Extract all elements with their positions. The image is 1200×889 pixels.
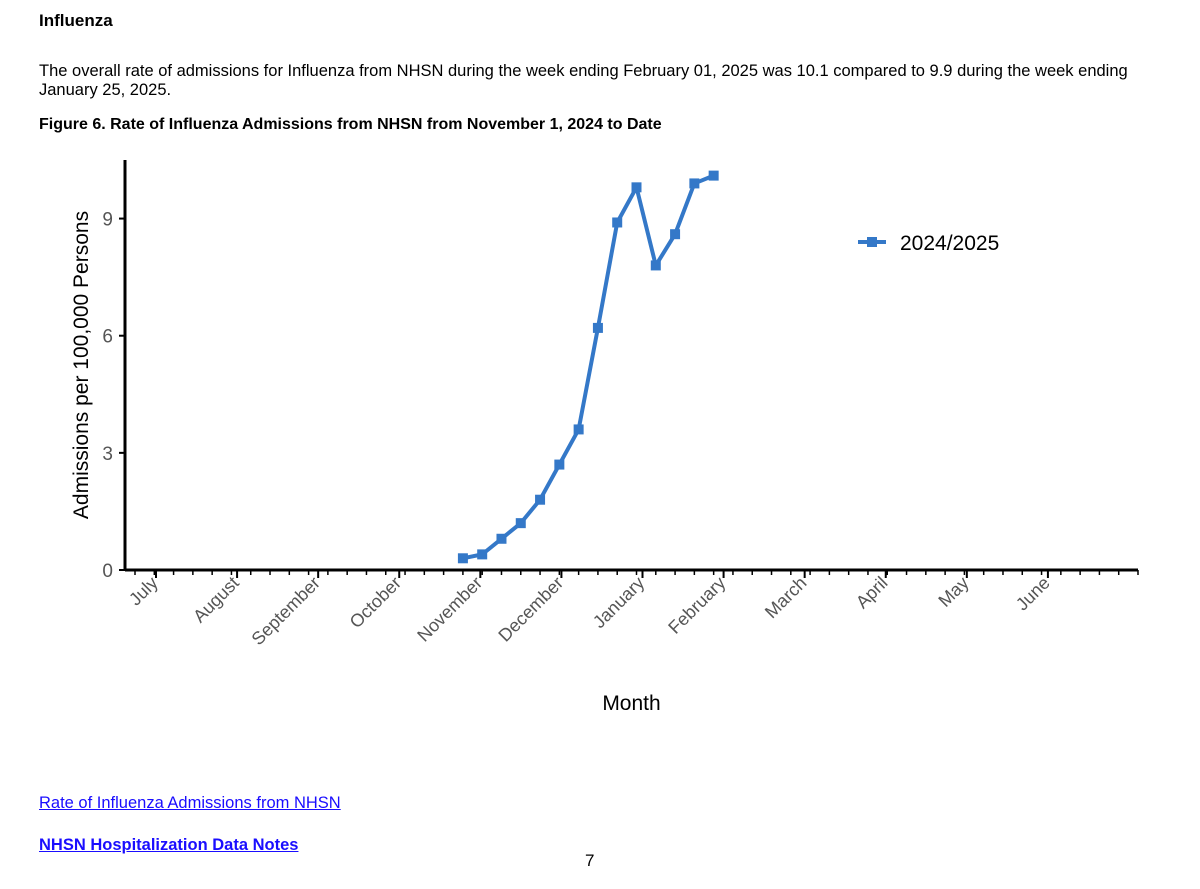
x-tick-label: August <box>189 572 243 627</box>
y-tick-label: 9 <box>102 209 113 231</box>
x-tick-label: June <box>1011 572 1054 615</box>
data-point <box>593 323 603 333</box>
data-point <box>477 549 487 559</box>
x-tick-label: July <box>125 572 162 610</box>
x-tick-label: May <box>934 572 973 611</box>
data-point <box>574 424 584 434</box>
y-tick-label: 3 <box>102 443 113 465</box>
y-axis-label: Admissions per 100,000 Persons <box>70 210 93 520</box>
data-point <box>670 229 680 239</box>
data-point <box>554 460 564 470</box>
x-tick-label: December <box>494 572 568 646</box>
data-point <box>689 178 699 188</box>
figure-title: Figure 6. Rate of Influenza Admissions from NHSN from November 1, 2024 to Date <box>39 116 662 133</box>
x-tick-label: October <box>345 572 406 633</box>
data-point <box>496 534 506 544</box>
y-tick-label: 6 <box>102 326 113 348</box>
data-point <box>516 518 526 528</box>
data-point <box>535 495 545 505</box>
x-tick-label: November <box>413 572 487 646</box>
nhsn-data-notes-link[interactable]: NHSN Hospitalization Data Notes <box>39 836 299 854</box>
data-point <box>632 182 642 192</box>
section-heading: Influenza <box>39 11 113 30</box>
legend-label: 2024/2025 <box>900 232 1000 255</box>
x-tick-label: April <box>851 572 892 613</box>
x-axis-label: Month <box>602 692 661 715</box>
data-point <box>709 171 719 181</box>
data-point <box>458 553 468 563</box>
summary-paragraph: The overall rate of admissions for Influenza from NHSN during the week ending February 01, 2025 was 10.1 compared to 9.9 during the week ending January 25, 2025. <box>39 62 1128 99</box>
x-tick-label: September <box>247 572 324 650</box>
x-tick-label: February <box>664 572 730 638</box>
influenza-admissions-chart <box>0 140 1200 730</box>
page-number: 7 <box>585 851 595 870</box>
data-point <box>612 217 622 227</box>
legend-marker <box>867 237 877 247</box>
x-tick-label: January <box>588 572 649 633</box>
y-tick-label: 0 <box>102 561 113 582</box>
x-tick-label: March <box>760 572 811 623</box>
data-point <box>651 260 661 270</box>
rate-of-influenza-admissions-link[interactable]: Rate of Influenza Admissions from NHSN <box>39 794 341 812</box>
